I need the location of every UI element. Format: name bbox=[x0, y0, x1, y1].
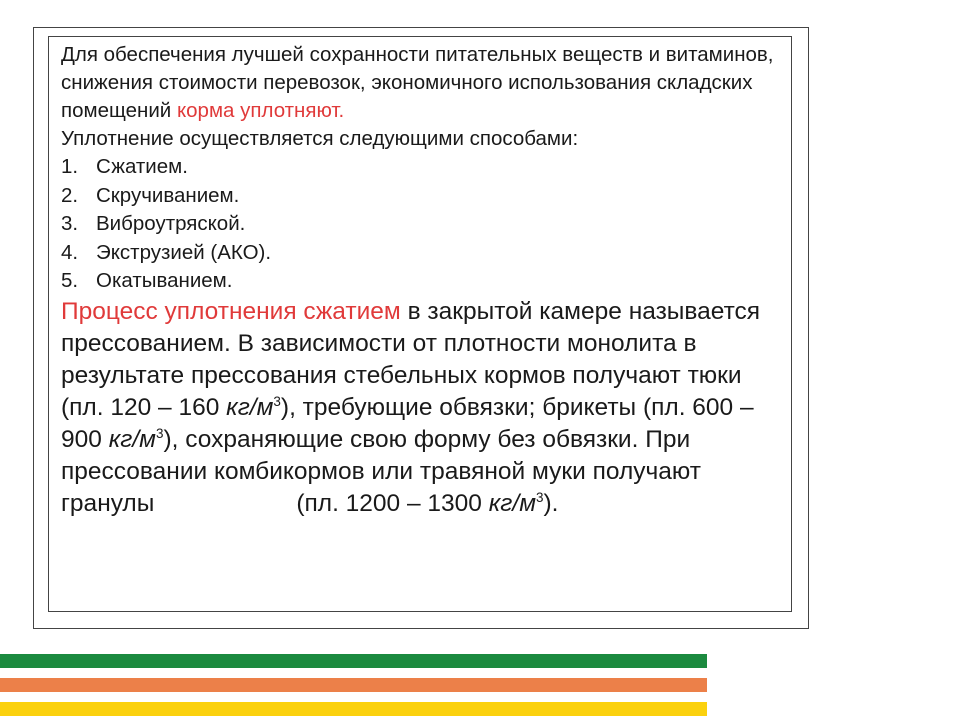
intro-paragraph: Для обеспечения лучшей сохранности питательных веществ и витаминов, снижения стоимости перевозок, экономичного использования складских помещений корма уплотняют. bbox=[61, 43, 774, 122]
list-item: 5. Окатыванием. bbox=[61, 269, 233, 292]
list-item: 2. Скручиванием. bbox=[61, 183, 240, 207]
stripe-orange bbox=[0, 678, 707, 692]
intro-highlight: корма уплотняют. bbox=[176, 99, 345, 122]
gear-logo-icon bbox=[822, 8, 940, 126]
pressing-paragraph: Процесс уплотнения сжатием в закрытой камере называется прессованием. В зависимости от плотности монолита в результате прессования стебельных кормов получают тюки (пл. 120 – 160 $кг/м^3$), требующие обвязки; брикеты (пл. 600 – 900 $кг/м^3$), сохраняющие свою форму без обвязки. При прессовании комбикормов или травяной муки получают гранулы (пл. 1200 – 1300 $кг/м^3$). bbox=[61, 297, 761, 517]
methods-intro: Уплотнение осуществляется следующими способами: bbox=[61, 127, 579, 150]
list-item: 3. Виброутряской. bbox=[61, 212, 246, 235]
stripe-yellow bbox=[0, 702, 707, 716]
slide-text bbox=[61, 41, 781, 520]
stripe-green bbox=[0, 654, 707, 668]
pressing-highlight: Процесс уплотнения сжатием bbox=[61, 297, 401, 325]
methods-list bbox=[61, 153, 781, 296]
list-item: 4. Экструзией (АКО). bbox=[61, 240, 272, 264]
list-item: 1. Сжатием. bbox=[61, 155, 188, 178]
